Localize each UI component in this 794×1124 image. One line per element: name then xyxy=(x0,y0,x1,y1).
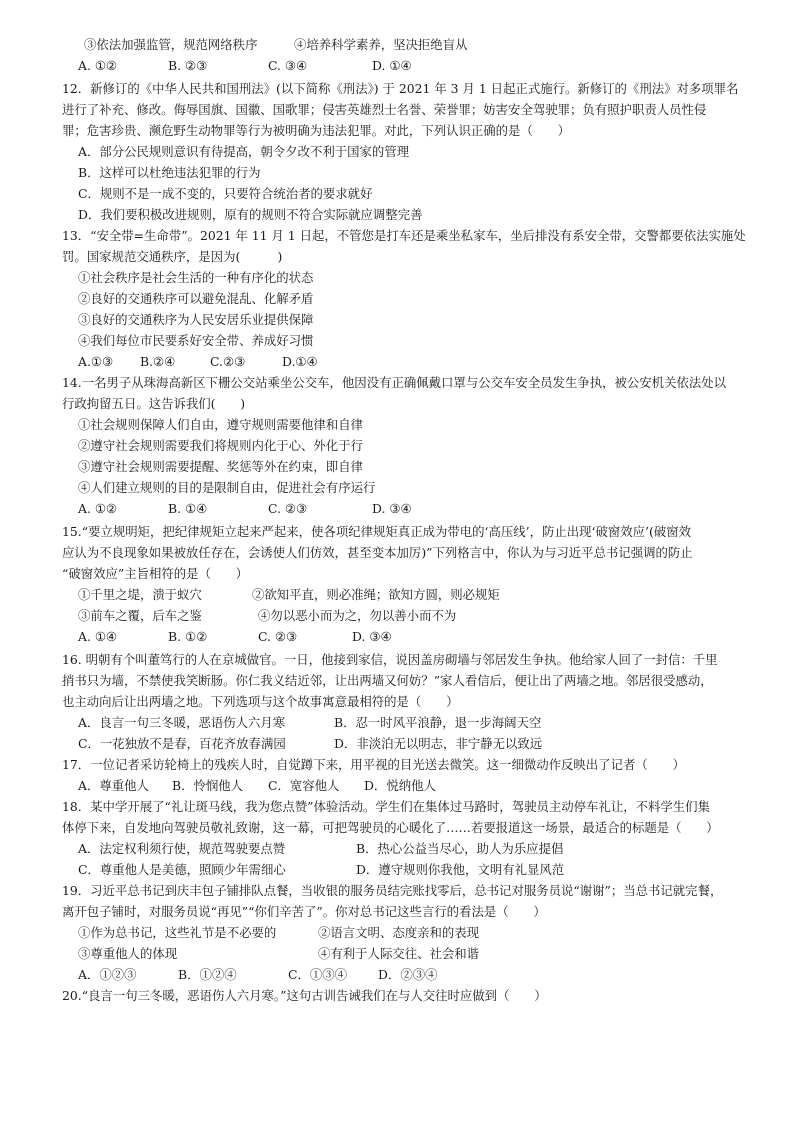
q14-opt-c[interactable]: C. ②③ xyxy=(268,501,308,516)
q12-opt-a[interactable]: A．部分公民规则意识有待提高，朝令夕改不利于国家的管理 xyxy=(78,144,410,159)
question-18 xyxy=(62,796,752,880)
q16-options-row xyxy=(62,733,752,754)
q15-stmt-4: ④勿以恶小而为之，勿以善小而不为 xyxy=(258,608,457,623)
q19-stmt-1: ①作为总书记，这些礼节是不必要的 xyxy=(78,925,277,940)
q19-opt-a[interactable]: A．①②③ xyxy=(78,967,137,982)
q20-stem-line: 20.“良言一句三冬暖，恶语伤人六月寒。”这句古训告诫我们在与人交往时应做到（ ） xyxy=(62,988,547,1003)
q11-options xyxy=(62,55,752,76)
q16-options-row xyxy=(62,712,752,733)
q13-stmt-1: ①社会秩序是社会生活的一种有序化的状态 xyxy=(78,270,314,285)
q11-opt-b[interactable]: B. ②③ xyxy=(168,58,208,73)
q13-options xyxy=(62,351,752,372)
q16-stem-line: 捎书只为墙，不禁使我笑断肠。你仁我义结近邻，让出两墙又何妨？”家人看信后，便让出了两墙之地。邻居很受感动， xyxy=(62,673,713,688)
q11-stmt-4: ④培养科学素养，坚决拒绝盲从 xyxy=(294,37,468,52)
question-15 xyxy=(62,521,752,647)
exam-page xyxy=(62,34,752,1006)
q19-stmt-row xyxy=(62,922,752,943)
q17-opt-c[interactable]: C．宽容他人 xyxy=(268,778,340,793)
q19-stmt-3: ③尊重他人的体现 xyxy=(78,946,178,961)
q16-stem-line: 16. 明朝有个叫董笃行的人在京城做官。一日，他接到家信，说因盖房砌墙与邻居发生争执。他给家人回了一封信：千里 xyxy=(62,652,718,667)
q15-opt-d[interactable]: D. ③④ xyxy=(352,629,392,644)
q14-stem-line: 行政拘留五日。这告诉我们( ) xyxy=(62,396,246,411)
q18-stem-line: 体停下来，自发地向驾驶员敬礼致谢，这一幕，可把驾驶员的心暖化了……若要报道这一场景，最适合的标题是（ ） xyxy=(62,820,719,835)
q15-opt-b[interactable]: B. ①② xyxy=(168,629,208,644)
q11-opt-c[interactable]: C. ③④ xyxy=(268,58,308,73)
q17-opt-a[interactable]: A．尊重他人 xyxy=(78,778,149,793)
q13-opt-b[interactable]: B.②④ xyxy=(140,354,176,369)
q12-opt-b[interactable]: B．这样可以杜绝违法犯罪的行为 xyxy=(78,165,261,180)
q12-opt-c[interactable]: C．规则不是一成不变的，只要符合统治者的要求就好 xyxy=(78,186,373,201)
q18-opt-a[interactable]: A．法定权利须行使，规范驾驶要点赞 xyxy=(78,841,286,856)
q14-options xyxy=(62,498,752,519)
q17-opt-b[interactable]: B．怜悯他人 xyxy=(172,778,244,793)
q14-stem-line: 14.一名男子从珠海高新区下栅公交站乘坐公交车，他因没有正确佩戴口罩与公交车安全员发生争执，被公安机关依法处以 xyxy=(62,375,727,390)
q19-opt-c[interactable]: C．①③④ xyxy=(288,967,348,982)
q13-opt-a[interactable]: A.①③ xyxy=(78,354,114,369)
q19-stmt-row xyxy=(62,943,752,964)
q18-stem-line: 18．某中学开展了“礼让斑马线，我为您点赞”体验活动。学生们在集体过马路时，驾驶员主动停车礼让，不料学生们集 xyxy=(62,799,710,814)
q18-options-row xyxy=(62,859,752,880)
q15-stem-line: 15.“要立规明矩，把纪律规矩立起来严起来，使各项纪律规矩真正成为带电的‘高压线’，防止出现‘破窗效应’(破窗效 xyxy=(62,524,691,539)
q11-opt-d[interactable]: D. ①④ xyxy=(372,58,412,73)
q15-stmt-3: ③前车之覆，后车之鉴 xyxy=(78,608,202,623)
q12-stem-line: 12．新修订的《中华人民共和国刑法》(以下简称《刑法》) 于 2021 年 3 月 1 日起正式施行。新修订的《刑法》对多项罪名 xyxy=(62,81,739,96)
question-19 xyxy=(62,880,752,985)
q13-stmt-4: ④我们每位市民要系好安全带、养成好习惯 xyxy=(78,333,314,348)
question-17 xyxy=(62,754,752,796)
q15-options xyxy=(62,626,752,647)
q19-opt-d[interactable]: D．②③④ xyxy=(378,967,438,982)
q17-options xyxy=(62,775,752,796)
q13-stmt-2: ②良好的交通秩序可以避免混乱、化解矛盾 xyxy=(78,291,314,306)
q12-opt-d[interactable]: D．我们要积极改进规则，原有的规则不符合实际就应调整完善 xyxy=(78,207,423,222)
q12-stem-line: 罪；危害珍贵、濒危野生动物罪等行为被明确为违法犯罪。对此，下列认识正确的是（ ） xyxy=(62,123,571,138)
q17-stem-line: 17．一位记者采访轮椅上的残疾人时，自觉蹲下来，用平视的目光送去微笑。这一细微动作反映出了记者（ ） xyxy=(62,757,685,772)
q16-stem-line: 也主动向后让出两墙之地。下列选项与这个故事寓意最相符的是（ ） xyxy=(62,694,459,709)
q18-opt-d[interactable]: D．遵守规则你我他，文明有礼显风范 xyxy=(356,862,565,877)
q14-stmt-3: ③遵守社会规则需要提醒、奖惩等外在约束，即自律 xyxy=(78,459,363,474)
q16-opt-b[interactable]: B．忍一时风平浪静，退一步海阔天空 xyxy=(334,715,542,730)
q14-opt-b[interactable]: B. ①④ xyxy=(168,501,208,516)
question-20 xyxy=(62,985,752,1006)
q15-opt-c[interactable]: C. ②③ xyxy=(258,629,298,644)
q14-stmt-1: ①社会规则保障人们自由，遵守规则需要他律和自律 xyxy=(78,417,363,432)
question-14 xyxy=(62,372,752,519)
q11-stmt-3: ③依法加强监管，规范网络秩序 xyxy=(84,37,258,52)
q13-opt-c[interactable]: C.②③ xyxy=(210,354,246,369)
q19-options xyxy=(62,964,752,985)
q18-opt-c[interactable]: C．尊重他人是美德，照顾少年需细心 xyxy=(78,862,286,877)
q15-stmt-2: ②欲知平直，则必准绳；欲知方圆，则必规矩 xyxy=(252,587,500,602)
question-12 xyxy=(62,78,752,225)
q19-stmt-2: ②语言文明、态度亲和的表现 xyxy=(318,925,480,940)
q13-stmt-3: ③良好的交通秩序为人民安居乐业提供保障 xyxy=(78,312,314,327)
q15-stem-line: 应认为不良现象如果被放任存在，会诱使人们仿效，甚至变本加厉)”下列格言中，你认为与习近平总书记强调的防止 xyxy=(62,545,693,560)
q15-stmt-row xyxy=(62,584,752,605)
q14-stmt-2: ②遵守社会规则需要我们将规则内化于心、外化于行 xyxy=(78,438,363,453)
question-13 xyxy=(62,225,752,372)
q15-opt-a[interactable]: A. ①④ xyxy=(78,629,118,644)
q19-stmt-4: ④有利于人际交往、社会和谐 xyxy=(318,946,480,961)
q19-stem-line: 19．习近平总书记到庆丰包子铺排队点餐，当收银的服务员结完账找零后，总书记对服务员说“谢谢”；当总书记就完餐， xyxy=(62,883,723,898)
q13-stem-line: 13．“安全带=生命带”。2021 年 11 月 1 日起，不管您是打车还是乘坐私家车，坐后排没有系安全带，交警都要依法实施处 xyxy=(62,228,746,243)
q13-opt-d[interactable]: D.①④ xyxy=(282,354,318,369)
q14-opt-a[interactable]: A. ①② xyxy=(78,501,118,516)
q12-stem-line: 进行了补充、修改。侮辱国旗、国徽、国歌罪；侵害英雄烈士名誉、荣誉罪；妨害安全驾驶罪；负有照护职责人员性侵 xyxy=(62,102,707,117)
q13-stem-line: 罚。国家规范交通秩序，是因为( ) xyxy=(62,249,283,264)
q19-opt-b[interactable]: B．①②④ xyxy=(178,967,237,982)
q16-opt-c[interactable]: C．一花独放不是春，百花齐放春满园 xyxy=(78,736,286,751)
question-16 xyxy=(62,649,752,754)
q19-stem-line: 离开包子铺时，对服务员说“再见”“你们辛苦了”。你对总书记这些言行的看法是（ ） xyxy=(62,904,546,919)
q15-stem-line: “破窗效应”主旨相符的是（ ） xyxy=(62,566,249,581)
q18-opt-b[interactable]: B．热心公益当尽心，助人为乐应提倡 xyxy=(356,841,564,856)
q16-opt-d[interactable]: D．非淡泊无以明志，非宁静无以致远 xyxy=(334,736,543,751)
q11-stmt-row xyxy=(62,34,752,55)
q14-stmt-4: ④人们建立规则的目的是限制自由，促进社会有序运行 xyxy=(78,480,376,495)
q15-stmt-1: ①千里之堤，溃于蚁穴 xyxy=(78,587,202,602)
q11-opt-a[interactable]: A. ①② xyxy=(78,58,118,73)
q17-opt-d[interactable]: D．悦纳他人 xyxy=(364,778,436,793)
q16-opt-a[interactable]: A．良言一句三冬暖，恶语伤人六月寒 xyxy=(78,715,286,730)
q14-opt-d[interactable]: D. ③④ xyxy=(372,501,412,516)
q15-stmt-row xyxy=(62,605,752,626)
q18-options-row xyxy=(62,838,752,859)
